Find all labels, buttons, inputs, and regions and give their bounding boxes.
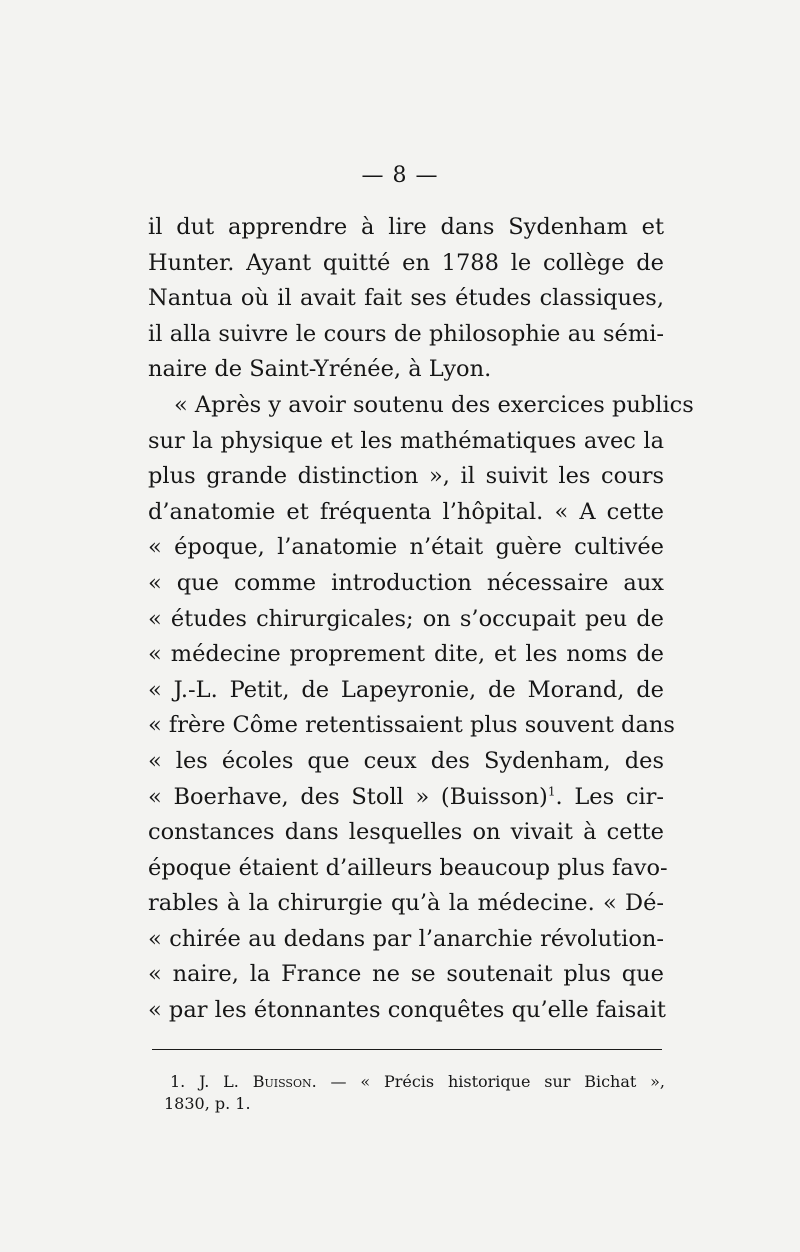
footnote-line: 1830, p. 1. xyxy=(164,1094,251,1113)
footnote-line xyxy=(170,1071,665,1093)
text-line: constances dans lesquelles on vivait à cette xyxy=(148,819,664,846)
text-line: « chirée au dedans par l’anarchie révolution- xyxy=(148,925,664,952)
footnote-author-initials: J. L. xyxy=(199,1072,239,1091)
text-line: d’anatomie et fréquenta l’hôpital. « A cette xyxy=(148,498,664,525)
text-line: « frère Côme retentissaient plus souvent dans xyxy=(148,712,675,739)
text-line: « études chirurgicales; on s’occupait peu de xyxy=(148,605,664,632)
text-line: il alla suivre le cours de philosophie au sémi- xyxy=(148,320,664,347)
text-fragment: « Boerhave, des Stoll » (Buisson) xyxy=(148,783,548,810)
text-fragment: . Les cir- xyxy=(555,783,664,810)
text-line: Nantua où il avait fait ses études classiques, xyxy=(148,285,664,312)
footnote-divider xyxy=(152,1049,662,1050)
text-line: plus grande distinction », il suivit les cours xyxy=(148,463,664,490)
text-line-with-footnote xyxy=(148,780,664,816)
text-line: « J.-L. Petit, de Lapeyronie, de Morand, de xyxy=(148,676,664,703)
footnote xyxy=(164,1071,666,1115)
text-line: époque étaient d’ailleurs beaucoup plus favo- xyxy=(148,854,668,881)
text-line: naire de Saint-Yrénée, à Lyon. xyxy=(148,356,492,383)
text-line: il dut apprendre à lire dans Sydenham et xyxy=(148,214,664,240)
footnote-reference: 1 xyxy=(547,784,556,798)
body-text xyxy=(148,210,694,1029)
text-line: « que comme introduction nécessaire aux xyxy=(148,569,664,596)
text-line: « par les étonnantes conquêtes qu’elle faisait xyxy=(148,997,666,1024)
footnote-author-name: Buisson. xyxy=(252,1072,317,1091)
text-line: « époque, l’anatomie n’était guère cultivée xyxy=(148,534,664,561)
text-line: Hunter. Ayant quitté en 1788 le collège de xyxy=(148,249,664,276)
text-line: « naire, la France ne se soutenait plus que xyxy=(148,961,664,988)
footnote-text: — « Précis historique sur Bichat », xyxy=(330,1072,666,1091)
text-line: « médecine proprement dite, et les noms de xyxy=(148,641,664,668)
text-line: rables à la chirurgie qu’à la médecine. « Dé- xyxy=(148,890,664,917)
text-line: « les écoles que ceux des Sydenham, des xyxy=(148,747,664,774)
text-line: sur la physique et les mathématiques avec la xyxy=(148,427,664,454)
page-number: — 8 — xyxy=(361,163,439,188)
text-line: « Après y avoir soutenu des exercices publics xyxy=(174,391,694,418)
footnote-number: 1. xyxy=(170,1072,186,1091)
